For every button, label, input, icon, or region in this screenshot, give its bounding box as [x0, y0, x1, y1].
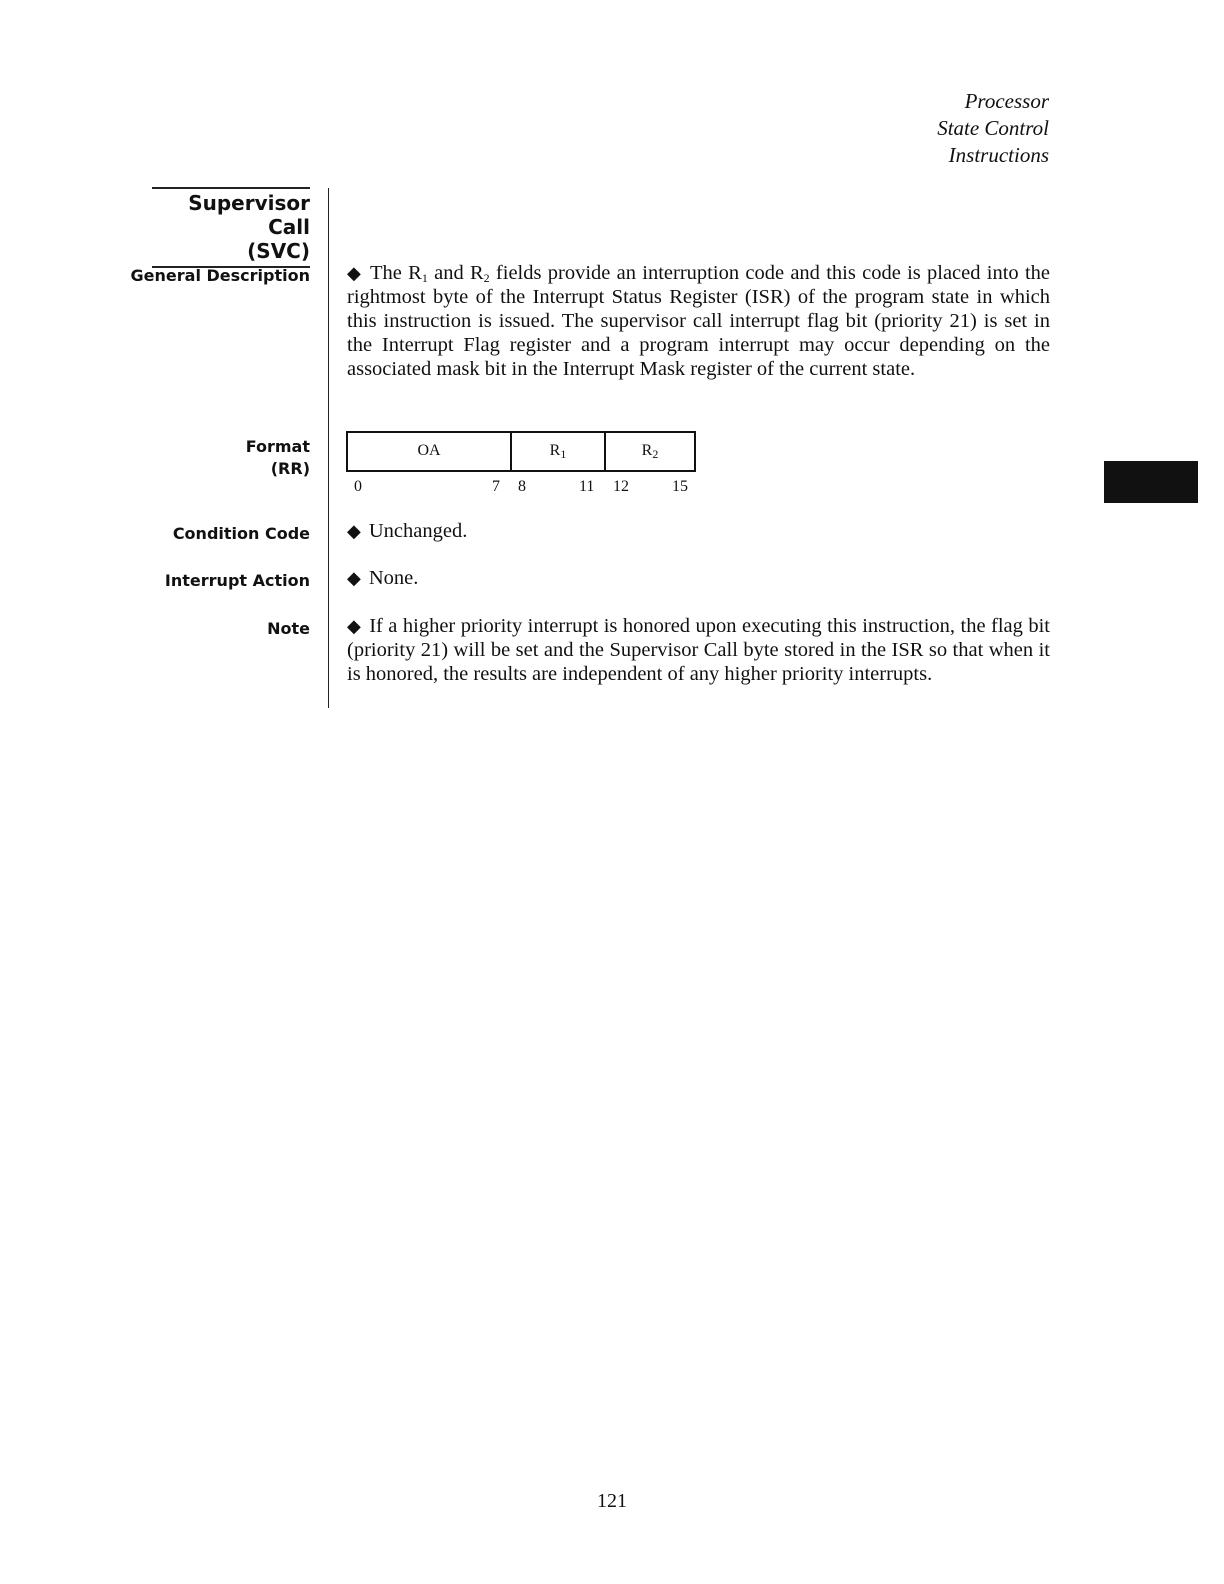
page-number: 121: [597, 1490, 627, 1512]
running-header: [937, 88, 1049, 169]
bit-number-15: 15: [672, 478, 688, 495]
bit-number-8: 8: [518, 478, 526, 495]
interrupt-action-value: None.: [368, 567, 419, 589]
label-format-type: (RR): [270, 459, 310, 478]
section-title-line-1: Supervisor Call: [188, 191, 310, 239]
header-line-2: State Control: [937, 116, 1049, 140]
note-value: If a higher priority interrupt is honored upon executing this instruction, the flag bit (priority 21) will be set and the Supervisor Call byte stored in the ISR so that when it is honored, the results are independent of any higher priority interrupts.: [347, 615, 1050, 685]
section-title-line-2: (SVC): [247, 239, 310, 263]
bit-number-12: 12: [613, 478, 629, 495]
r2-letter: R: [641, 442, 653, 459]
label-note: Note: [267, 619, 310, 638]
bullet-icon: ◆: [347, 568, 361, 588]
condition-code-text: [347, 519, 1050, 543]
bit-number-0: 0: [354, 478, 362, 495]
label-format: [246, 436, 310, 480]
bit-number-7: 7: [492, 478, 500, 495]
label-format-name: Format: [245, 437, 310, 456]
label-interrupt-action: Interrupt Action: [164, 571, 310, 590]
format-field-r1: [512, 433, 606, 470]
gd-text-3: fields provide an interruption code and this code is placed into the rightmost byte of the Interrupt Status Register (ISR) of the program state in which this instruction is issued. The supervisor call interrupt flag bit (priority 21) is set in the Interrupt Flag register and a program interrupt may occur depending on the associated mask bit in the Interrupt Mask register of the current state.: [347, 262, 1050, 380]
bullet-icon: ◆: [347, 616, 362, 636]
header-line-3: Instructions: [948, 143, 1049, 167]
gd-sub-1: 1: [421, 271, 428, 285]
bullet-icon: ◆: [347, 263, 362, 283]
r2-sub: 2: [652, 447, 659, 461]
r1-sub: 1: [560, 447, 567, 461]
gd-text-2: and R: [427, 262, 484, 284]
condition-code-value: Unchanged.: [368, 520, 468, 542]
general-description-text: [347, 261, 1050, 381]
header-line-1: Processor: [964, 89, 1049, 113]
r1-letter: R: [549, 442, 561, 459]
bit-number-11: 11: [579, 478, 595, 495]
interrupt-action-text: [347, 566, 1050, 590]
gd-sub-2: 2: [483, 271, 490, 285]
format-field-oa: OA: [348, 433, 512, 470]
format-field-r2: [606, 433, 694, 470]
gd-text-1: The R: [370, 262, 422, 284]
bullet-icon: ◆: [347, 521, 361, 541]
thumb-index-tab: [1104, 461, 1198, 503]
label-general-description: General Description: [130, 266, 310, 285]
column-divider: [328, 188, 329, 708]
note-text: [347, 614, 1050, 686]
instruction-format-diagram: [346, 431, 696, 472]
label-condition-code: Condition Code: [172, 524, 310, 543]
section-title: [152, 187, 310, 268]
